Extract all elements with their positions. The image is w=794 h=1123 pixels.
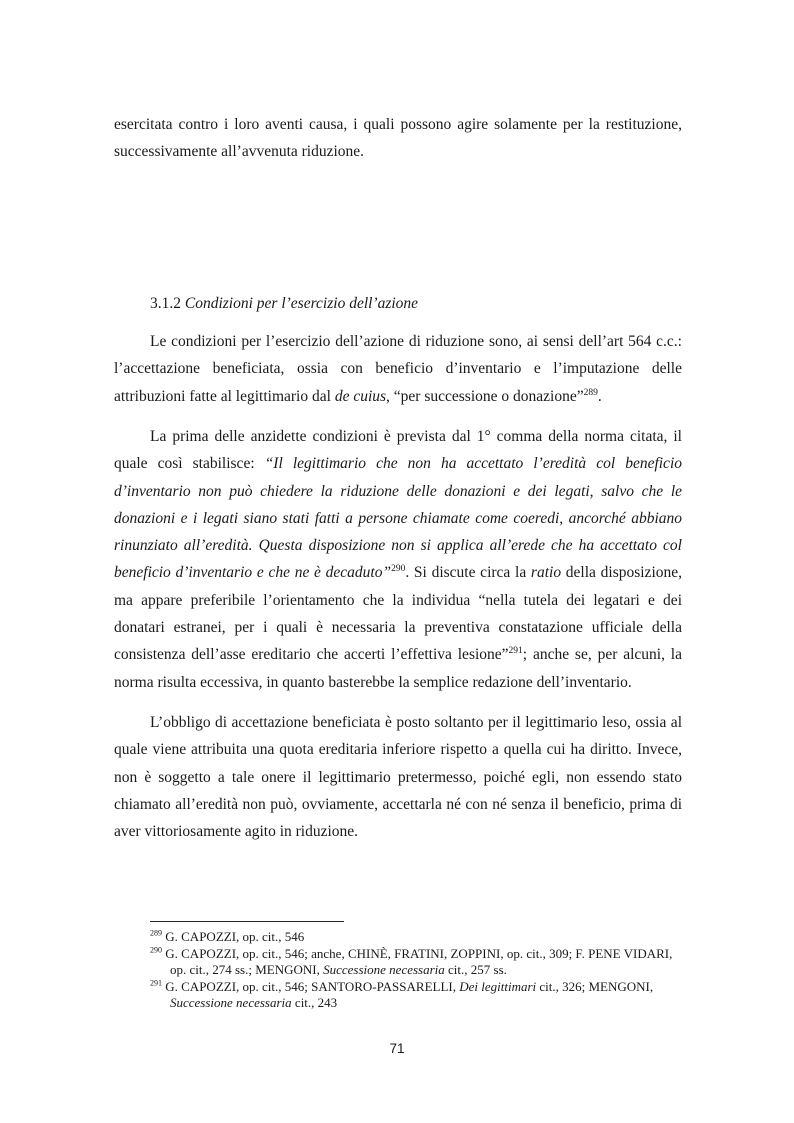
text-run: della disposizione, ma appare preferibile l’orientamento che la individua “nella tutela dei legatari e dei donatari estranei, per i quali è necessaria la preventiva constatazione ufficiale della consistenza dell’asse ereditario che accerti l’effettiva lesione” — [114, 564, 683, 664]
italic-term: de cuius — [334, 387, 387, 405]
page-number: 71 — [389, 1041, 405, 1056]
text-run: . — [597, 387, 602, 405]
footnote-number: 289 — [150, 928, 162, 938]
footnote-text: G. CAPOZZI, op. cit., 546; SANTORO-PASSARELLI, — [165, 978, 460, 994]
section-number: 3.1.2 — [150, 295, 181, 312]
paragraph-text: esercitata contro i loro aventi causa, i quali possono agire solamente per la restituzione, successivamente all’avvenuta riduzione. — [114, 116, 682, 161]
text-run: ; anche se, per alcuni, la norma risulta eccessiva, in quanto basterebbe la semplice redazione dell’inventario. — [114, 646, 682, 691]
text-run: , “per successione o donazione” — [386, 387, 584, 405]
footnote-italic: Successione necessaria — [323, 962, 445, 977]
footnote-number: 290 — [150, 945, 162, 955]
footnote-ref-291[interactable]: 291 — [508, 646, 523, 657]
paragraph-continuation — [114, 111, 682, 166]
paragraph-text: L’obbligo di accettazione beneficiata è posto soltanto per il legittimario leso, ossia al quale viene attribuita una quota ereditaria inferiore rispetto a quella cui ha diritto. Invece, non è soggetto a tale onere il legittimario pretermesso, poiché egli, non essendo stato chiamato all’eredità non può, ovviamente, accettarla né con né senza il beneficio, prima di aver vittoriosamente agito in riduzione. — [114, 714, 682, 841]
footnote-text: G. CAPOZZI, op. cit., 546; anche, CHINÈ, FRATINI, ZOPPINI, op. cit., 309; F. PENE VIDARI, op. cit., 274 ss.; MENGONI, — [165, 945, 673, 977]
paragraph-obligation — [114, 709, 682, 845]
footnote-italic: Successione necessaria — [170, 995, 292, 1010]
paragraph-first-condition — [114, 423, 682, 696]
italic-quotation: “Il legittimario che non ha accettato l’eredità col beneficio d’inventario non può chiedere la riduzione delle donazioni e dei legati, salvo che le donazioni e i legati siano stati fatti a persone chiamate come coeredi, ancorché abbiano rinunziato all’eredità. Questa disposizione non si applica all’erede che ha accettato col beneficio d’inventario e che ne è decaduto” — [114, 455, 682, 582]
text-run: La prima delle anzidette condizioni è prevista dal 1° comma della norma citata, il quale così stabilisce: — [114, 428, 682, 473]
text-run: Le condizioni per l’esercizio dell’azione di riduzione sono, ai sensi dell’art 564 c.c.: l’accettazione beneficiata, ossia con beneficio d’inventario e l’imputazione delle attribuzioni fatte al legittimario dal — [114, 333, 682, 405]
footnotes — [150, 929, 682, 1012]
footnote-ref-290[interactable]: 290 — [391, 564, 406, 575]
footnote-text: cit., 243 — [291, 995, 338, 1010]
section-title: Condizioni per l’esercizio dell’azione — [184, 295, 419, 312]
footnote-291 — [150, 979, 682, 1012]
footnote-number: 291 — [150, 978, 162, 988]
footnote-italic: Dei legittimari — [459, 978, 537, 994]
footnote-289 — [150, 929, 682, 946]
footnote-text: cit., 326; MENGONI, — [536, 978, 654, 994]
footnote-ref-289[interactable]: 289 — [583, 387, 598, 398]
paragraph-text — [114, 423, 682, 696]
section-heading — [150, 293, 418, 315]
footnote-separator — [150, 921, 344, 922]
text-run: . Si discute circa la — [405, 564, 531, 582]
footnote-text: cit., 257 ss. — [444, 962, 507, 977]
footnote-290 — [150, 946, 682, 979]
paragraph-text — [114, 328, 682, 410]
paragraph-conditions — [114, 328, 682, 410]
footnote-text: G. CAPOZZI, op. cit., 546 — [165, 929, 305, 944]
italic-term: ratio — [530, 564, 562, 582]
